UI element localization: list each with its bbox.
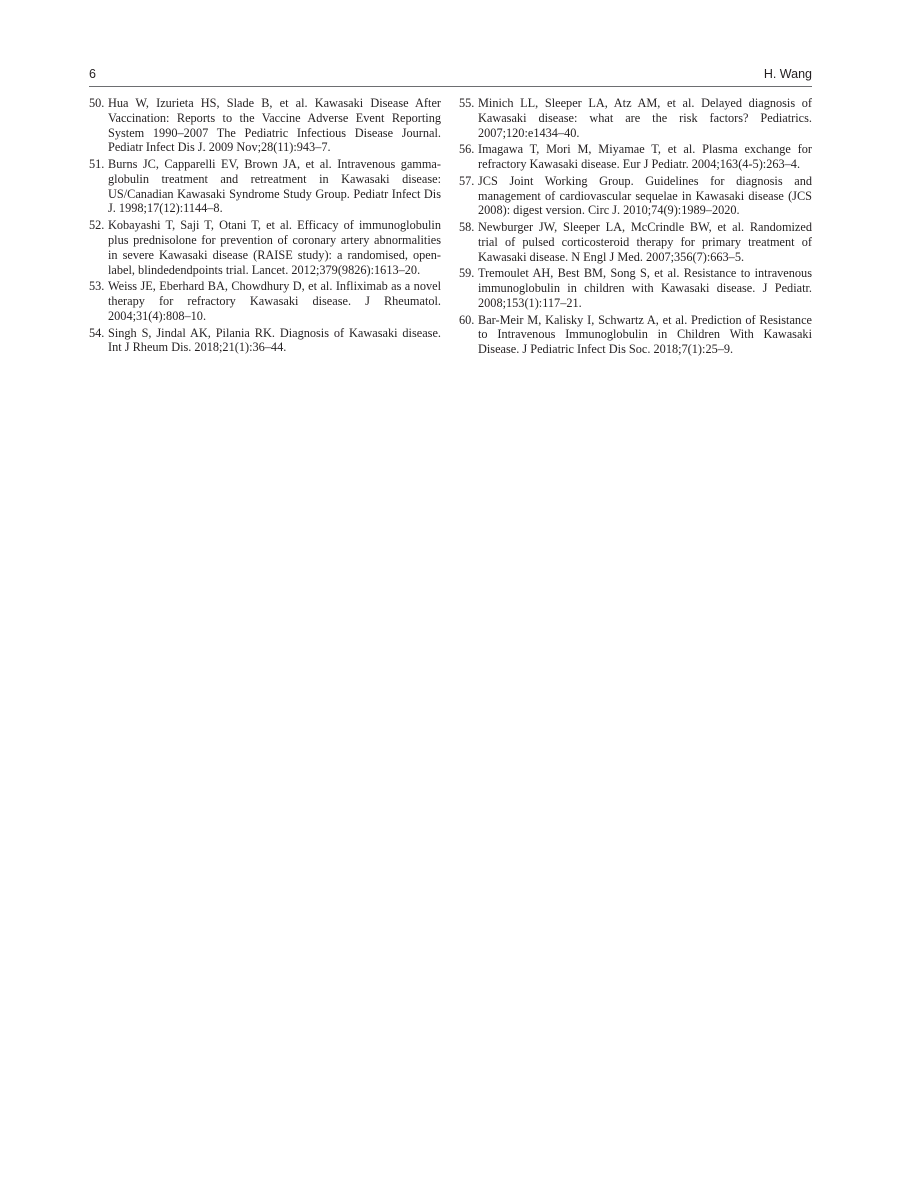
page-number: 6 — [89, 67, 96, 81]
header-divider — [89, 86, 812, 87]
reference-number: 54. — [89, 325, 105, 340]
reference-number: 55. — [459, 96, 475, 110]
running-head-author: H. Wang — [763, 67, 812, 81]
reference-number: 60. — [459, 312, 475, 327]
reference-text: Tremoulet AH, Best BM, Song S, et al. Resistance to intravenous immunoglobulin in children with Kawasaki disease. J Pediatr. 2008;153(1):117–21. — [478, 266, 812, 310]
reference-text: Hua W, Izurieta HS, Slade B, et al. Kawasaki Disease After Vaccination: Reports to the Vaccine Adverse Event Reporting System 1990–2007 The Pediatric Infectious Disease Journal. Pediatr Infect Dis J. 2009 Nov;28(11):943–7. — [108, 96, 441, 155]
reference-number: 52. — [89, 218, 105, 233]
reference-number: 57. — [459, 173, 475, 188]
reference-text: JCS Joint Working Group. Guidelines for diagnosis and management of cardiovascular sequelae in Kawasaki disease (JCS 2008): digest version. Circ J. 2010;74(9):1989–2020. — [478, 173, 812, 218]
reference-text: Burns JC, Capparelli EV, Brown JA, et al. Intravenous gamma-globulin treatment and retreatment in Kawasaki disease: US/Canadian Kawasaki Syndrome Study Group. Pediatr Infect Dis J. 1998;17(12):1144–8. — [108, 157, 441, 216]
reference-text: Bar-Meir M, Kalisky I, Schwartz A, et al. Prediction of Resistance to Intravenous Immunoglobulin in Children With Kawasaki Disease. J Pediatric Infect Dis Soc. 2018;7(1):25–9. — [478, 312, 812, 357]
reference-item — [89, 96, 441, 155]
reference-item — [459, 313, 812, 357]
reference-item — [89, 218, 441, 277]
reference-text: Singh S, Jindal AK, Pilania RK. Diagnosis of Kawasaki disease. Int J Rheum Dis. 2018;21(1):36–44. — [108, 325, 441, 355]
reference-number: 50. — [89, 96, 105, 110]
reference-text: Minich LL, Sleeper LA, Atz AM, et al. Delayed diagnosis of Kawasaki disease: what are the risk factors? Pediatrics. 2007;120:e1434–40. — [478, 96, 812, 140]
reference-number: 51. — [89, 157, 105, 172]
reference-item — [459, 96, 812, 140]
reference-text: Imagawa T, Mori M, Miyamae T, et al. Plasma exchange for refractory Kawasaki disease. Eur J Pediatr. 2004;163(4-5):263–4. — [478, 142, 812, 172]
references-left-column — [89, 96, 441, 357]
reference-item — [89, 279, 441, 323]
reference-text: Weiss JE, Eberhard BA, Chowdhury D, et al. Infliximab as a novel therapy for refractory Kawasaki disease. J Rheumatol. 2004;31(4):808–10. — [108, 279, 441, 323]
reference-item — [459, 266, 812, 310]
reference-item — [459, 142, 812, 172]
reference-number: 58. — [459, 220, 475, 235]
reference-text: Kobayashi T, Saji T, Otani T, et al. Efficacy of immunoglobulin plus prednisolone for prevention of coronary artery abnormalities in severe Kawasaki disease (RAISE study): a randomised, open-label, blindedendpoints trial. Lancet. 2012;379(9826):1613–20. — [108, 218, 441, 277]
reference-number: 59. — [459, 266, 475, 281]
reference-item — [89, 157, 441, 216]
reference-text: Newburger JW, Sleeper LA, McCrindle BW, et al. Randomized trial of pulsed corticosteroid therapy for primary treatment of Kawasaki disease. N Engl J Med. 2007;356(7):663–5. — [478, 220, 812, 264]
reference-item — [459, 174, 812, 218]
references-right-column — [459, 96, 812, 359]
page-header — [89, 64, 812, 86]
reference-number: 56. — [459, 142, 475, 157]
reference-item — [459, 220, 812, 264]
reference-number: 53. — [89, 279, 105, 294]
reference-item — [89, 326, 441, 356]
